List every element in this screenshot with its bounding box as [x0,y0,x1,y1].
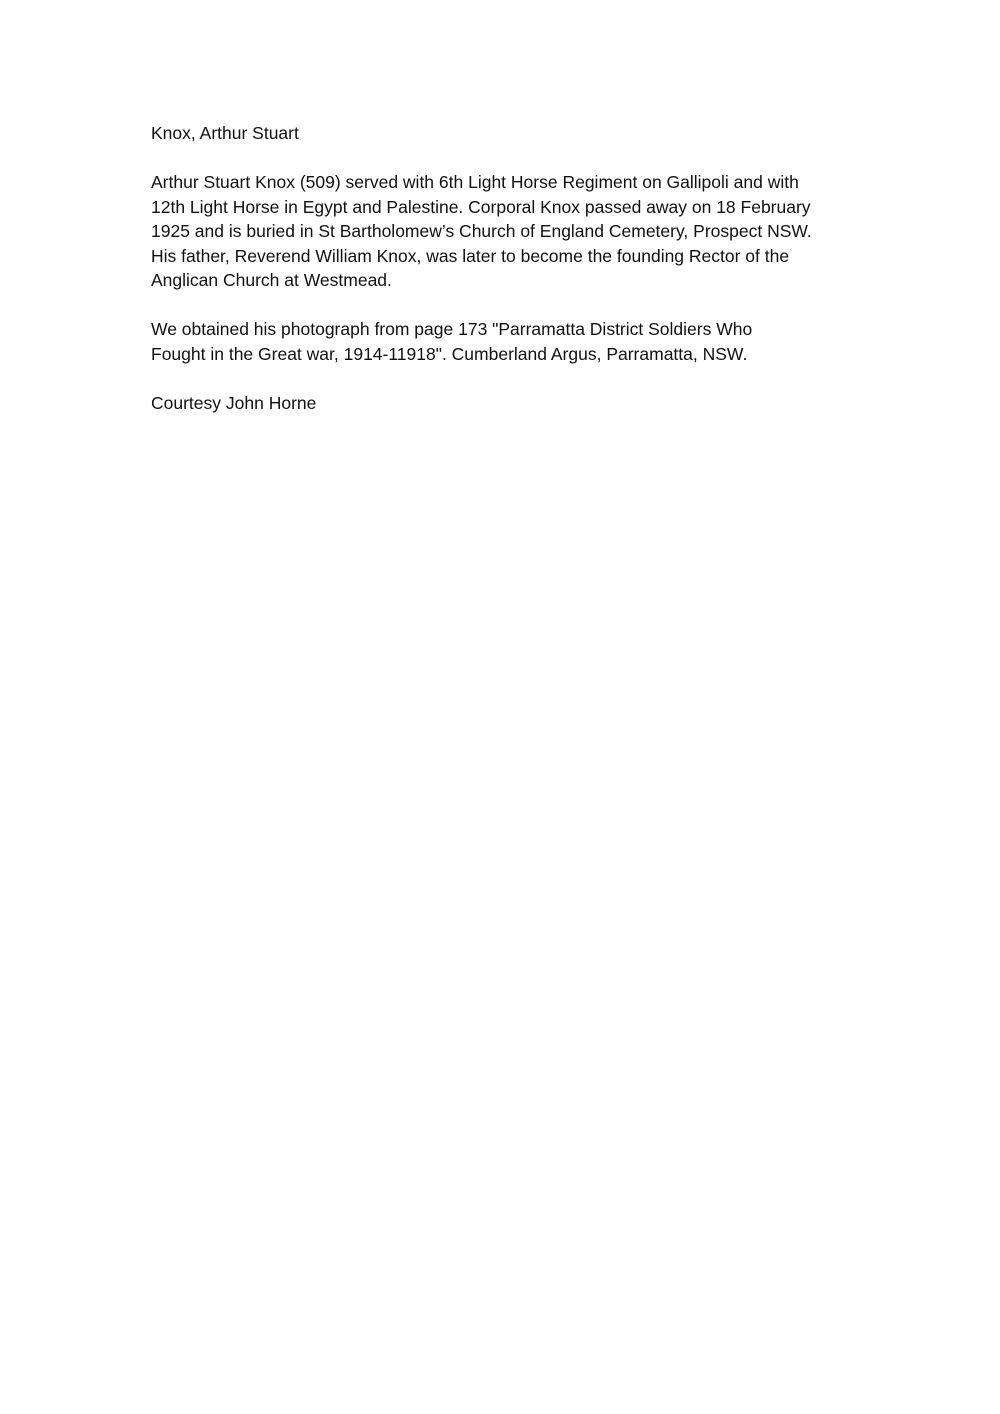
document-content [151,121,851,415]
paragraph-photo-source: We obtained his photograph from page 173 "Parramatta District Soldiers Who Fought in the Great war, 1914-11918". Cumberland Argus, Parramatta, NSW. [151,319,753,364]
document-heading: Knox, Arthur Stuart [151,123,299,143]
paragraph-service-record: Arthur Stuart Knox (509) served with 6th Light Horse Regiment on Gallipoli and with 12th Light Horse in Egypt and Palestine. Corporal Knox passed away on 18 February 1925 and is buried in St Bartholomew’s Church of England Cemetery, Prospect NSW. His father, Reverend William Knox, was later to become the founding Rector of the Anglican Church at Westmead. [151,172,812,290]
credit-line: Courtesy John Horne [151,392,317,413]
